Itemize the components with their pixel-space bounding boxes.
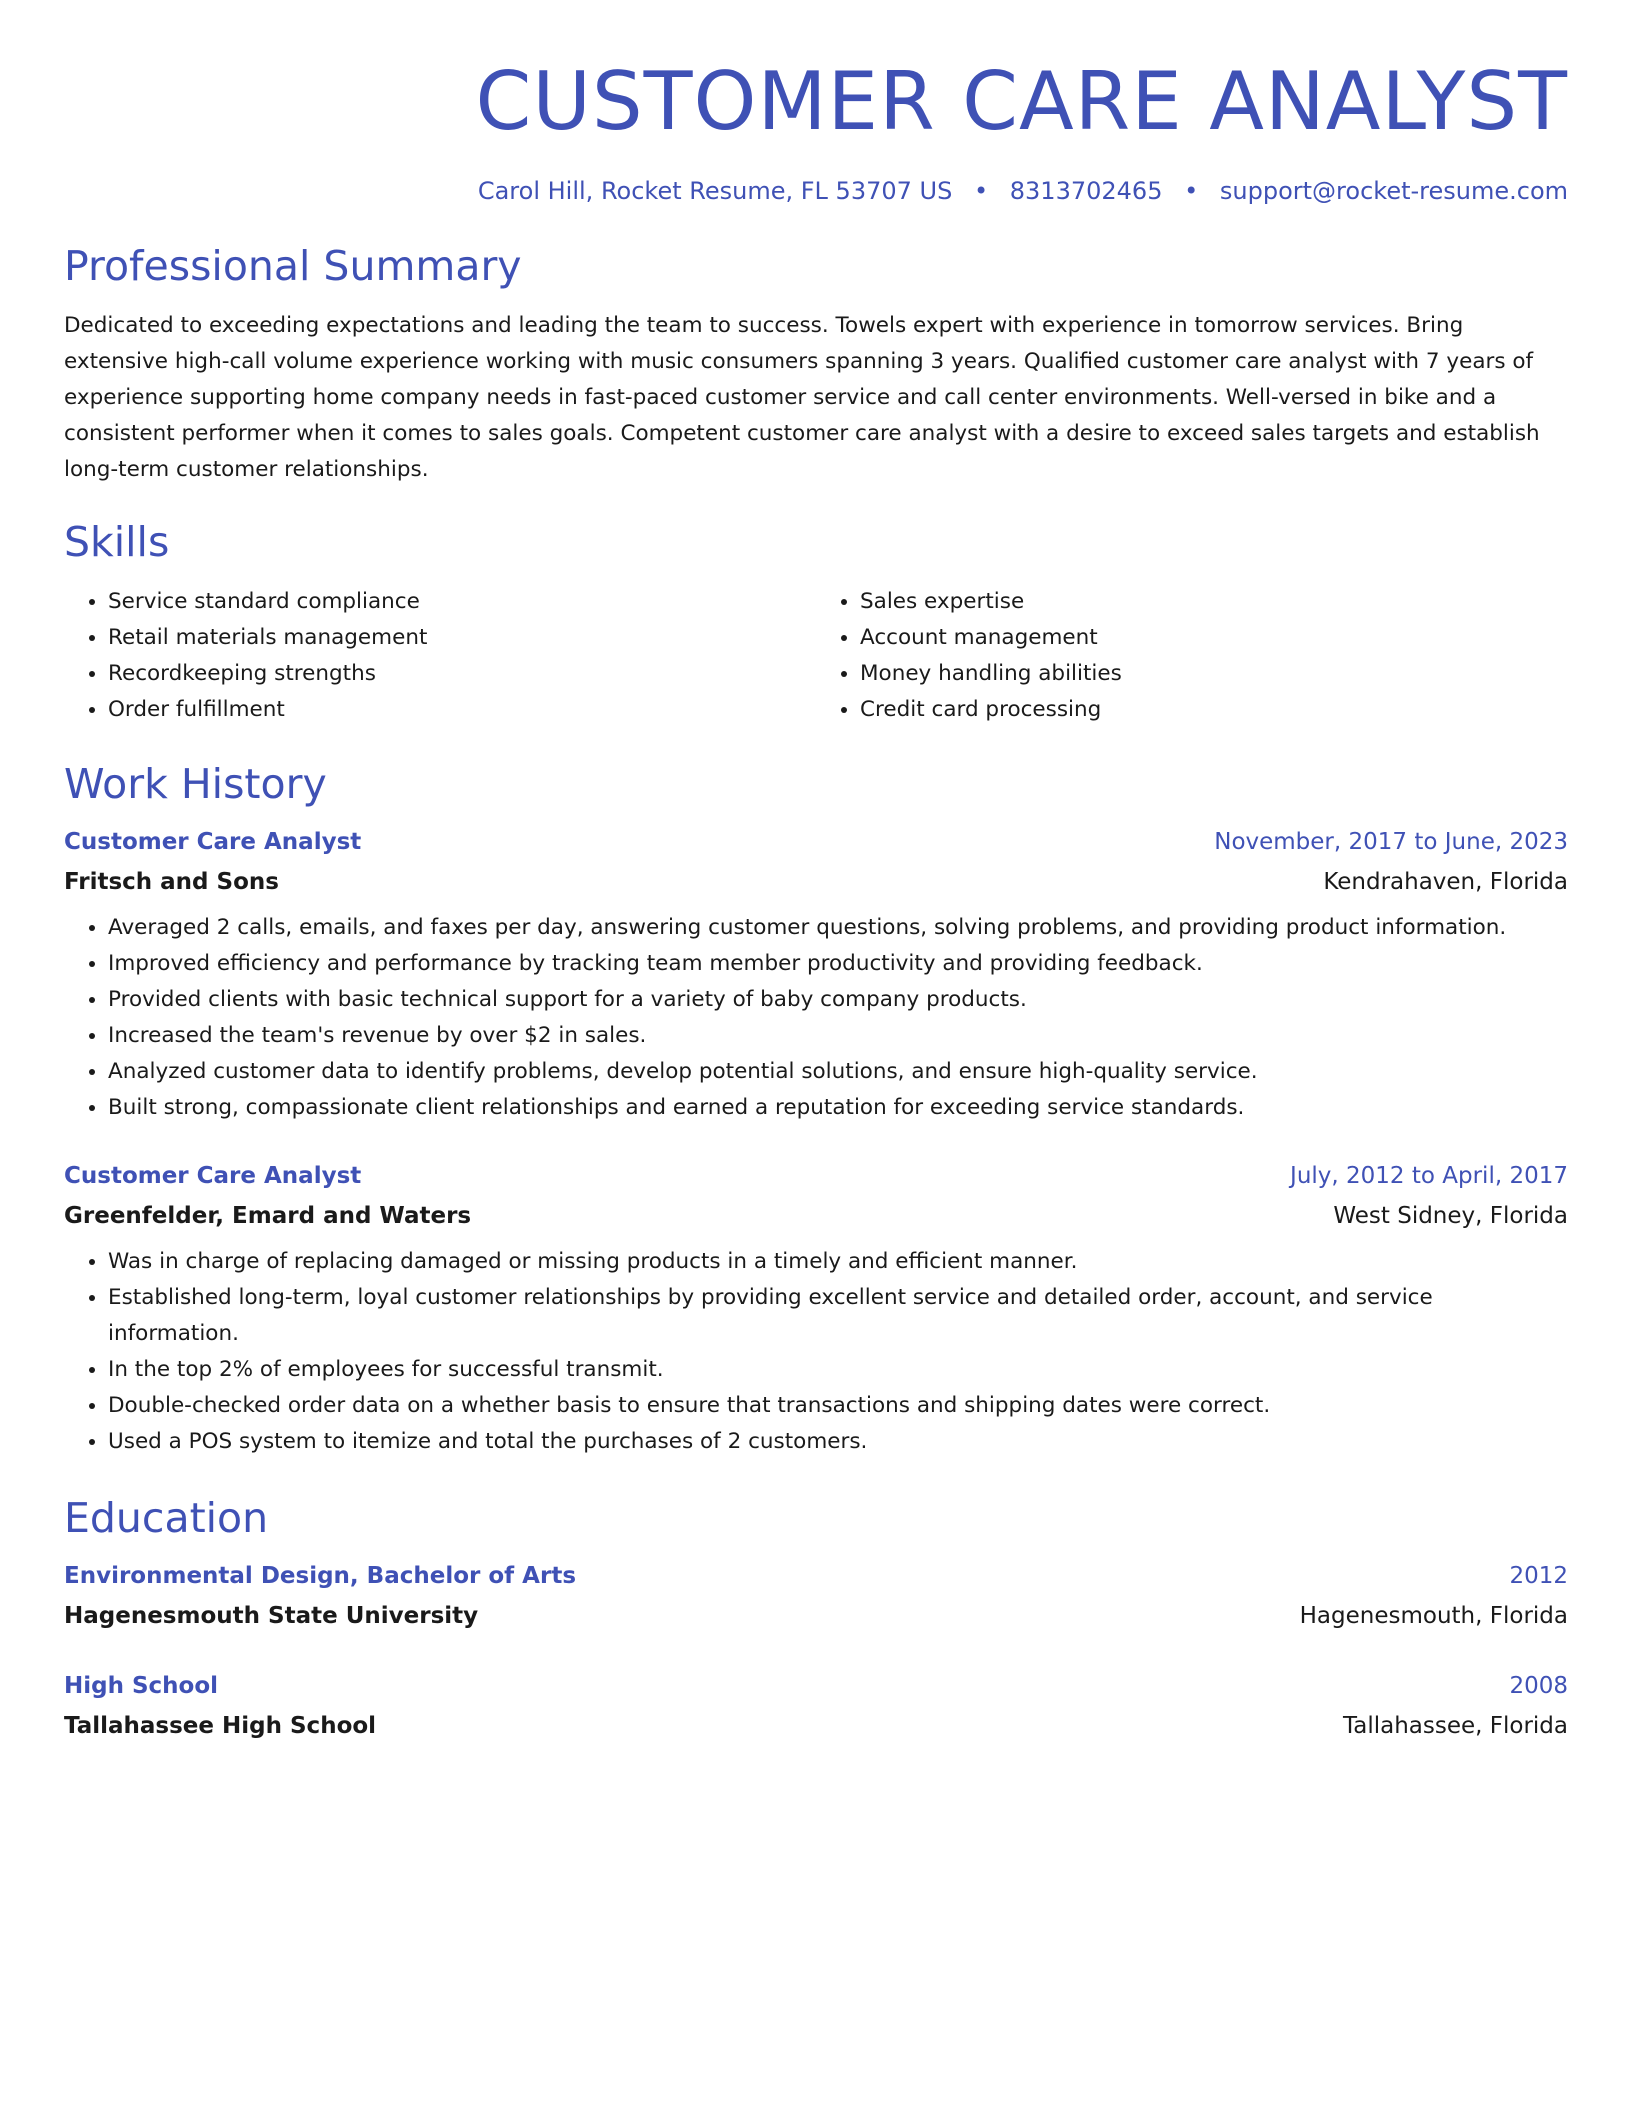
job-bullet: • Provided clients with basic technical support for a variety of baby company products. [108,982,1568,1018]
job-bullets [64,1244,1568,1460]
summary-section [64,238,1568,488]
job-company-row [64,862,1568,902]
summary-heading: Professional Summary [64,242,522,290]
education-header-row [64,1666,1568,1706]
education-school-row [64,1706,1568,1746]
skill-item: • Credit card processing [860,692,1568,728]
job-title: Customer Care Analyst [64,829,362,855]
contact-email[interactable]: support@rocket-resume.com [1219,177,1568,205]
education-entry [64,1556,1568,1636]
job-bullet: • Double-checked order data on a whether basis to ensure that transactions and shipping dates were correct. [108,1388,1568,1424]
job-bullets [64,910,1568,1126]
contact-separator: • [1184,177,1199,205]
education-location: Tallahassee, Florida [1342,1713,1568,1739]
skill-item: • Order fulfillment [108,692,816,728]
work-history-heading: Work History [64,760,327,808]
job-dates: July, 2012 to April, 2017 [1290,1163,1568,1189]
skills-section [64,514,1568,728]
education-school: Hagenesmouth State University [64,1603,479,1629]
skill-item: • Retail materials management [108,620,816,656]
education-degree: High School [64,1673,219,1699]
resume-header [64,0,1568,208]
job-entry [64,1156,1568,1460]
contact-line [64,174,1568,208]
skill-item: • Money handling abilities [860,656,1568,692]
education-year: 2012 [1509,1563,1568,1589]
skills-columns [64,584,1568,728]
skills-list-right [816,584,1568,728]
education-entry [64,1666,1568,1746]
summary-text: Dedicated to exceeding expectations and leading the team to success. Towels expert with experience in tomorrow services. Bring extensive high-call volume experience working with music consumers spanning 3 years. Qualified customer care analyst with 7 years of experience supporting home company needs in fast-paced customer service and call center environments. Well-versed in bike and a consistent performer when it comes to sales goals. Competent customer care analyst with a desire to exceed sales targets and establish long-term customer relationships. [64,313,1540,482]
education-year: 2008 [1509,1673,1568,1699]
job-bullet: • Improved efficiency and performance by tracking team member productivity and providing feedback. [108,946,1568,982]
job-bullet: • Built strong, compassionate client relationships and earned a reputation for exceeding service standards. [108,1090,1568,1126]
job-company-row [64,1196,1568,1236]
job-bullet: • Analyzed customer data to identify problems, develop potential solutions, and ensure high-quality service. [108,1054,1568,1090]
skill-item: • Sales expertise [860,584,1568,620]
education-section [64,1490,1568,1746]
education-school-row [64,1596,1568,1636]
job-bullet: • Used a POS system to itemize and total the purchases of 2 customers. [108,1424,1568,1460]
work-history-section [64,756,1568,1460]
job-bullet: • In the top 2% of employees for successful transmit. [108,1352,1568,1388]
education-heading: Education [64,1494,269,1542]
job-header-row [64,822,1568,862]
skill-item: • Recordkeeping strengths [108,656,816,692]
skills-heading: Skills [64,518,170,566]
job-bullet: • Averaged 2 calls, emails, and faxes per day, answering customer questions, solving problems, and providing product information. [108,910,1568,946]
skill-item: • Account management [860,620,1568,656]
job-title: Customer Care Analyst [64,1163,362,1189]
job-bullet: • Was in charge of replacing damaged or missing products in a timely and efficient manner. [108,1244,1568,1280]
education-header-row [64,1556,1568,1596]
job-entry [64,822,1568,1126]
education-location: Hagenesmouth, Florida [1299,1603,1568,1629]
job-bullet: • Established long-term, loyal customer relationships by providing excellent service and detailed order, account, and service information. [108,1280,1568,1352]
job-dates: November, 2017 to June, 2023 [1214,829,1568,855]
contact-phone[interactable]: 8313702465 [1009,177,1163,205]
job-location: West Sidney, Florida [1333,1203,1568,1229]
page-title: CUSTOMER CARE ANALYST [475,55,1568,148]
job-bullet: • Increased the team's revenue by over $2 in sales. [108,1018,1568,1054]
skill-item: • Service standard compliance [108,584,816,620]
education-degree: Environmental Design, Bachelor of Arts [64,1563,577,1589]
job-company: Fritsch and Sons [64,869,279,895]
job-company: Greenfelder, Emard and Waters [64,1203,472,1229]
skills-list-left [64,584,816,728]
job-header-row [64,1156,1568,1196]
contact-address: Carol Hill, Rocket Resume, FL 53707 US [477,177,953,205]
contact-separator: • [973,177,989,205]
job-location: Kendrahaven, Florida [1323,869,1568,895]
education-school: Tallahassee High School [64,1713,377,1739]
